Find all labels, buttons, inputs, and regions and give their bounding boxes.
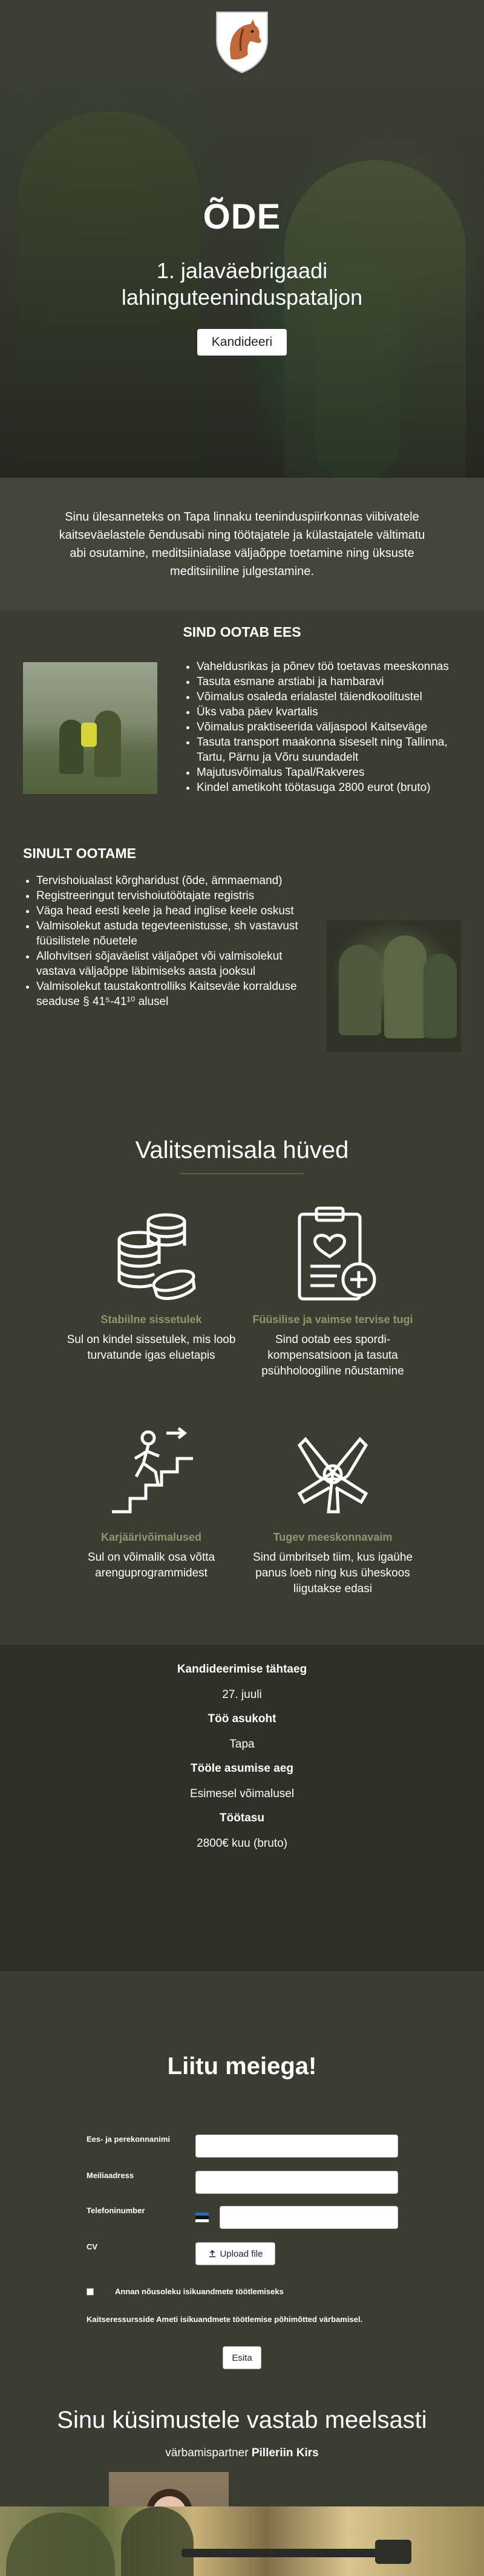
contact-role: värbamispartner	[165, 2447, 249, 2459]
expects-title: SINULT OOTAME	[23, 845, 136, 861]
email-row	[87, 2171, 398, 2194]
list-item: • Valmisolekut astuda tegevteenistusse, sh vastavust füüsilistele nõuetele	[36, 919, 302, 949]
contact-subtitle	[0, 2447, 484, 2460]
list-item: • Majutusvõimalus Tapal/Rakveres	[197, 765, 469, 780]
horse-head-shield-logo[interactable]	[208, 6, 276, 74]
list-item: • Kindel ametikoht töötasuga 2800 eurot (bruto)	[197, 780, 469, 795]
benefit-desc: Sind ootab ees spordi-kompensatsioon ja tasuta psühholoogiline nõustamine	[261, 1333, 404, 1377]
footer-soldiers-photo	[0, 2506, 484, 2576]
salary-value: 2800€ kuu (bruto)	[197, 1837, 287, 1850]
list-item: • Tasuta esmane arstiabi ja hambaravi	[197, 674, 469, 689]
phone-input[interactable]	[220, 2206, 398, 2229]
phone-row	[87, 2206, 398, 2229]
location-value: Tapa	[229, 1738, 255, 1751]
estonia-flag-icon[interactable]	[195, 2213, 209, 2222]
email-input[interactable]	[195, 2171, 398, 2194]
phone-label: Telefoninumber	[87, 2206, 145, 2215]
awaits-list	[197, 659, 469, 795]
name-row	[87, 2135, 398, 2158]
expects-list	[36, 873, 302, 1009]
name-label: Ees- ja perekonnanimi	[87, 2135, 170, 2144]
health-clipboard-icon	[281, 1203, 384, 1306]
list-item: • Registreeringut tervishoiutöötajate registris	[36, 888, 302, 903]
privacy-note-link[interactable]: Kaitseressursside Ameti isikuandmete töötlemise põhimõtted värbamisel.	[87, 2315, 363, 2324]
job-details-section	[0, 1645, 484, 1971]
deadline-label: Kandideerimise tähtaeg	[177, 1663, 307, 1676]
contact-title: Sinu küsimustele vastab meelsasti	[57, 2407, 427, 2433]
name-input[interactable]	[195, 2135, 398, 2158]
salary-label: Töötasu	[220, 1812, 264, 1824]
deadline-value: 27. juuli	[222, 1688, 262, 1701]
location-label: Töö asukoht	[208, 1712, 276, 1725]
start-label: Tööle asumise aeg	[190, 1762, 293, 1775]
benefits-title: Valitsemisala hüved	[135, 1137, 349, 1163]
upload-label: Upload file	[220, 2248, 263, 2259]
list-item: • Valmisolekut taustakontrolliks Kaitseväe korralduse seaduse § 41⁵-41¹⁰ alusel	[36, 979, 302, 1009]
cv-row	[87, 2242, 398, 2265]
list-item: • Allohvitseri sõjaväelist väljaõpet või valmisolekut vastava väljaõppe läbimiseks aasta jooksul	[36, 949, 302, 979]
soldiers-night-photo	[327, 920, 461, 1052]
coins-icon	[100, 1203, 203, 1306]
benefit-card	[60, 1203, 242, 1364]
upload-icon	[208, 2249, 217, 2258]
team-hands-icon	[281, 1421, 384, 1524]
hero-banner	[0, 82, 484, 478]
hero-subtitle	[0, 258, 484, 311]
awaits-title: SIND OOTAB EES	[183, 624, 301, 640]
contact-name: Pilleriin Kirs	[251, 2447, 319, 2459]
title-underline	[180, 1173, 304, 1174]
list-item: • Tasuta transport maakonna siseselt ning Tallinna, Tartu, Pärnu ja Võru suundadelt	[197, 735, 469, 765]
benefit-desc: Sul on kindel sissetulek, mis loob turvatunde igas eluetapis	[67, 1333, 236, 1362]
submit-button[interactable]: Esita	[223, 2346, 261, 2369]
expectations-section	[0, 611, 484, 1131]
list-item: • Võimalus praktiseerida väljaspool Kaitseväge	[197, 720, 469, 735]
list-item: • Väga head eesti keele ja head inglise keele oskust	[36, 903, 302, 919]
list-item: • Tervishoiualast kõrgharidust (õde, ämmaemand)	[36, 873, 302, 888]
hero-title: ÕDE	[203, 197, 281, 236]
soldiers-field-photo	[23, 662, 157, 794]
apply-button[interactable]: Kandideeri	[197, 329, 287, 356]
benefit-desc: Sind ümbritseb tiim, kus igaühe panus loeb ning kus üheskoos liigutakse edasi	[252, 1551, 413, 1595]
benefit-card	[242, 1203, 424, 1379]
application-form	[0, 1971, 484, 2407]
consent-label: Annan nõusoleku isikuandmete töötlemiseks	[115, 2287, 284, 2296]
benefit-title: Karjäärivõimalused	[100, 1531, 202, 1543]
list-item: • Võimalus osaleda erialastel täiendkoolitustel	[197, 689, 469, 704]
list-item: • Vaheldusrikas ja põnev töö toetavas meeskonnas	[197, 659, 469, 674]
upload-file-button[interactable]	[195, 2242, 275, 2265]
career-stairs-icon	[100, 1421, 203, 1524]
intro-text: Sinu ülesanneteks on Tapa linnaku teeninduspiirkonnas viibivatele kaitseväelastele õendusabi ning töötajatele ja külastajatele vältimatu abi osutamine, meditsiinialase väljaõppe toetamine ning üksuste meditsiiniline julgestamine.	[59, 510, 425, 578]
hero-subtitle-line2: lahinguteeninduspataljon	[121, 285, 363, 310]
benefit-title: Tugev meeskonnavaim	[273, 1531, 393, 1543]
benefit-title: Stabiilne sissetulek	[100, 1313, 202, 1325]
hero-subtitle-line1: 1. jalaväebrigaadi	[156, 258, 328, 283]
benefit-card	[60, 1421, 242, 1581]
benefit-title: Füüsilise ja vaimse tervise tugi	[252, 1313, 413, 1325]
form-title: Liitu meiega!	[167, 2053, 317, 2080]
list-item: • Üks vaba päev kvartalis	[197, 704, 469, 720]
email-label: Meiliaadress	[87, 2171, 134, 2180]
intro-section	[0, 478, 484, 611]
benefits-section	[0, 1131, 484, 1645]
cv-label: CV	[87, 2242, 98, 2251]
benefit-card	[242, 1421, 424, 1597]
site-header	[0, 0, 484, 82]
benefit-desc: Sul on võimalik osa võtta arenguprogrammidest	[87, 1551, 215, 1579]
consent-checkbox[interactable]	[87, 2288, 94, 2295]
start-value: Esimesel võimalusel	[189, 1787, 295, 1800]
